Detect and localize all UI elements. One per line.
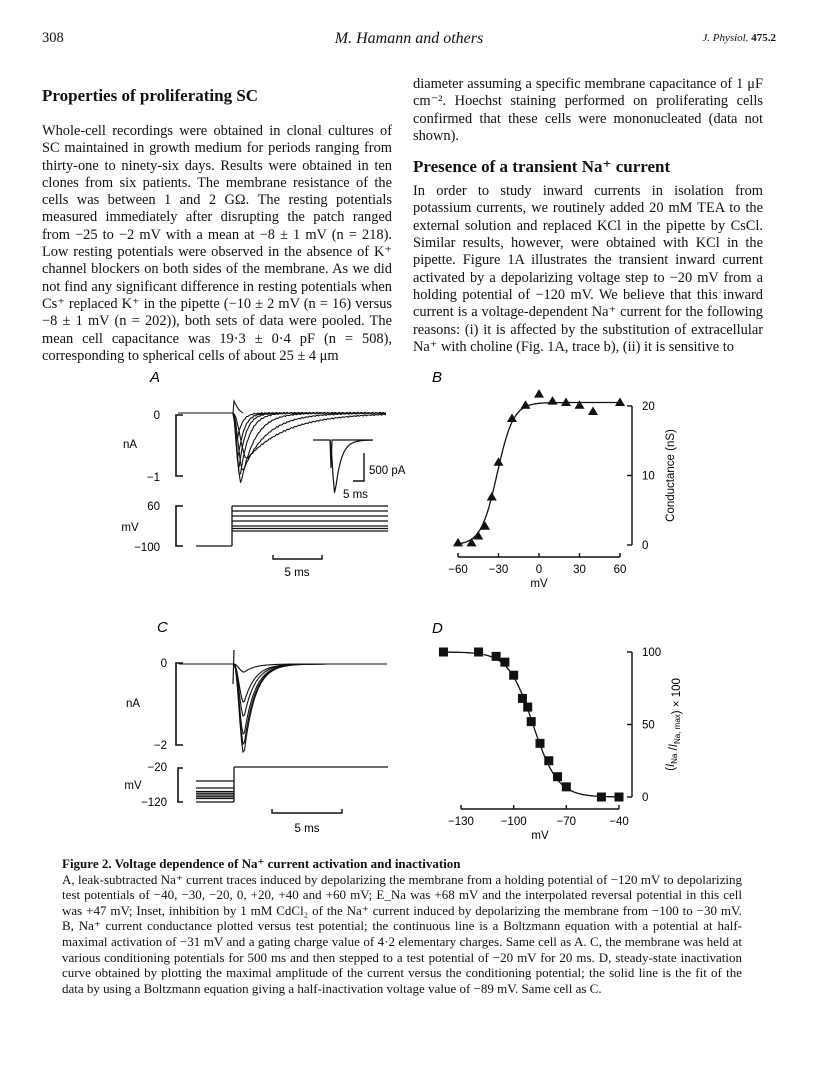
panel-b-x-tick-label: 60 <box>613 564 627 576</box>
caption-title: Figure 2. Voltage dependence of Na⁺ current activation and inactivation <box>62 856 461 871</box>
panel-a-inset <box>313 440 373 493</box>
panel-b-x-axis-label: mV <box>530 578 548 590</box>
right-column-continuation: diameter assuming a specific membrane capacitance of 1 μF cm⁻². Hoechst staining performed on proliferating cells confirmed that these cells were mononucleated (data not shown). <box>413 76 763 144</box>
running-title: M. Hamann and others <box>334 30 484 47</box>
panel-c-label: C <box>157 619 168 636</box>
panel-b-label: B <box>432 369 443 386</box>
panel-b-data-point <box>561 398 571 407</box>
panel-b-data-point <box>487 492 497 501</box>
panel-a-inset-time-scale: 5 ms <box>343 489 368 501</box>
panel-a-voltage-steps <box>196 506 388 546</box>
panel-d-y-axis-label-part: I <box>668 744 680 748</box>
panel-b-chart <box>448 389 677 590</box>
panel-c-current-trace <box>179 664 387 752</box>
panel-b-y-tick-label: 0 <box>642 540 649 552</box>
panel-d-x-tick-label: −130 <box>448 816 474 828</box>
panel-a-current-tick-0: 0 <box>153 410 160 422</box>
panel-b-data-point <box>480 521 490 530</box>
panel-d-data-point <box>500 658 509 667</box>
panel-c-time-scale-bar <box>272 809 342 813</box>
panel-d-y-tick-label: 0 <box>642 792 649 804</box>
panel-b-data-point <box>575 400 585 409</box>
panel-c <box>124 619 388 835</box>
panel-a-time-scale: 5 ms <box>284 567 310 579</box>
panel-a-inset-control-trace <box>330 440 372 493</box>
panel-a-inset-current-scale: 500 pA <box>369 465 406 477</box>
panel-b-y-tick-label: 20 <box>642 401 655 413</box>
panel-a-capacitive-artifact <box>233 401 243 413</box>
panel-a-current-trace <box>178 412 386 473</box>
panel-a-voltage-tick-minus100: −100 <box>134 542 160 554</box>
panel-b-data-point <box>494 457 504 466</box>
panel-d-y-axis-label-part: I <box>665 763 677 768</box>
panel-a-current-trace <box>178 412 386 458</box>
panel-c-voltage-steps <box>196 767 388 802</box>
panel-a-voltage-scale-bracket <box>176 506 183 546</box>
page-number: 308 <box>42 30 64 46</box>
panel-b-x-tick-label: 30 <box>573 564 586 576</box>
panel-d-data-point <box>509 671 518 680</box>
right-column <box>413 76 763 356</box>
journal-name: J. Physiol. <box>702 32 749 44</box>
section-heading-proliferating-sc: Properties of proliferating SC <box>42 86 259 105</box>
panel-a-voltage-unit: mV <box>121 522 139 534</box>
panel-c-current-trace <box>179 664 387 702</box>
figure-caption <box>62 856 742 996</box>
panel-c-current-tick-minus2: −2 <box>153 740 167 752</box>
panel-a-current-trace <box>178 412 386 482</box>
panel-c-current-trace <box>179 664 387 716</box>
panel-d-fit-curve <box>443 652 619 797</box>
left-column <box>42 76 392 365</box>
panel-a-voltage-tick-60: 60 <box>147 501 160 513</box>
panel-d-y-axis-label-part: Na <box>670 753 679 764</box>
caption-body: A, leak-subtracted Na⁺ current traces induced by depolarizing the membrane from a holding potential of −120 mV to depolarizing test potentials of −40, −30, −20, 0, +20, +40 and +60 mV; E_Na was +68 mV and the interpolated reversal potential in this cell was +47 mV; Inset, inhibition by 1 mM CdCl₂ of the Na⁺ current induced by depolarizing the membrane from −100 to −30 mV. B, Na⁺ current conductance plotted versus test potential; the continuous line is a Boltzmann equation with a potential at half-maximal activation of −31 mV and a gating charge value of 4·2 elementary charges. Same cell as A. C, the membrane was held at various conditioning potentials for 500 ms and then stepped to a test potential of −20 mV for 20 ms. D, steady-state inactivation curve obtained by plotting the maximal amplitude of the current versus the conditioning potential; the solid line is the fit of the data by using a Boltzmann equation giving a half-inactivation voltage value of −89 mV. Same cell as C. <box>62 871 742 996</box>
panel-d-x-tick-label: −70 <box>556 816 577 828</box>
left-column-body: Whole-cell recordings were obtained in clonal cultures of SC maintained in growth medium for periods ranging from thirty-one to ninety-six days. Results were obtained in ten clones from six patients. The membrane resistance of the cells was between 1 and 2 GΩ. The resting potentials measured immediately after disrupting the patch ranged from −25 to −2 mV with a mean at −8 ± 1 mV (n = 218). Low resting potentials were observed in the absence of K⁺ channel blockers on both sides of the membrane. As we did not find any significant difference in resting potentials when Cs⁺ replaced K⁺ in the pipette (−10 ± 2 mV (n = 16) versus −8 ± 1 mV (n = 202)), both sets of data were pooled. The mean cell capacitance was 19·3 ± 0·4 pF (n = 508), corresponding to spherical cells of about 25 ± 4 μm <box>42 123 392 364</box>
panel-d-chart <box>439 647 683 842</box>
panel-b-data-point <box>534 389 544 398</box>
panel-d-x-axis-label: mV <box>531 830 549 842</box>
panel-c-current-scale-bracket <box>176 663 183 745</box>
panel-d-y-axis-label <box>665 678 683 771</box>
panel-b-fit-curve <box>458 403 620 544</box>
panel-b-data-point <box>548 396 558 405</box>
panel-c-voltage-scale-bracket <box>178 768 183 802</box>
panel-a-time-scale-bar <box>273 555 322 559</box>
panel-d-label: D <box>432 620 443 637</box>
panel-a-current-traces <box>178 401 386 483</box>
panel-d-data-point <box>615 793 624 802</box>
panel-a-current-trace <box>178 413 386 470</box>
panel-b-data-point <box>473 531 483 540</box>
panel-b-data-point <box>521 400 531 409</box>
panel-b-y-axis-label: Conductance (nS) <box>665 429 677 522</box>
panel-c-current-trace <box>179 664 387 672</box>
panel-d-data-point <box>544 756 553 765</box>
panel-b-y-tick-label: 10 <box>642 470 655 483</box>
panel-c-capacitive-artifact <box>233 650 234 684</box>
panel-d-data-point <box>527 717 536 726</box>
panel-a-inset-cd-trace <box>313 440 373 468</box>
panel-d-data-point <box>474 648 483 657</box>
panel-b-data-point <box>615 398 625 407</box>
panel-c-current-trace <box>179 664 387 744</box>
panel-a-label: A <box>150 369 161 386</box>
panel-a-current-scale-bracket <box>176 415 183 476</box>
panel-b-data-point <box>453 538 463 547</box>
panel-b-x-tick-label: −30 <box>488 564 509 576</box>
panel-d <box>432 620 683 842</box>
panel-c-voltage-unit: mV <box>124 780 142 792</box>
panel-c-current-tick-0: 0 <box>160 658 167 670</box>
journal-volume: 475.2 <box>751 32 776 44</box>
panel-b-x-tick-label: −60 <box>448 564 468 576</box>
panel-c-voltage-tick-minus120: −120 <box>141 797 167 809</box>
panel-c-current-unit: nA <box>125 698 141 710</box>
panel-d-data-point <box>536 739 545 748</box>
panel-d-y-tick-label: 100 <box>642 647 662 659</box>
right-column-body: In order to study inward currents in isolation from potassium currents, we routinely added 20 mM TEA to the external solution and replaced KCl in the pipette by CsCl. Similar results, however, were obtained with KCl in the pipette. Figure 1A illustrates the transient inward current activated by a depolarizing voltage step to −20 mV from a holding potential of −120 mV. We believe that this inward current is a voltage-dependent Na⁺ current for the following reasons: (i) it is affected by the substitution of extracellular Na⁺ with choline (Fig. 1A, trace b), (ii) it is sensitive to <box>413 183 763 355</box>
panel-b-data-point <box>467 538 477 547</box>
panel-a-current-tick-minus1: −1 <box>146 472 160 484</box>
panel-d-y-axis-label-part: / <box>668 747 680 754</box>
panel-c-time-scale: 5 ms <box>294 823 320 835</box>
panel-d-data-point <box>553 772 562 781</box>
panel-a-current-trace <box>178 413 386 458</box>
panel-a-current-trace <box>178 412 386 438</box>
panel-d-y-axis-label-part: Na, max <box>673 714 682 745</box>
panel-b <box>432 369 677 590</box>
journal-reference <box>702 32 776 44</box>
panel-d-data-point <box>439 648 448 657</box>
panel-d-x-tick-label: −100 <box>500 816 527 828</box>
panel-d-y-tick-label: 50 <box>642 719 655 732</box>
panel-d-data-point <box>597 793 606 802</box>
panel-d-data-point <box>523 703 532 712</box>
panel-b-data-point <box>588 407 598 416</box>
panel-c-voltage-tick-minus20: −20 <box>147 762 167 774</box>
panel-b-x-tick-label: 0 <box>535 564 543 576</box>
panel-d-data-point <box>562 782 571 791</box>
panel-a-current-unit: nA <box>122 439 138 451</box>
panel-a-current-trace <box>178 412 386 467</box>
panel-d-data-point <box>518 694 527 703</box>
running-head <box>42 30 776 50</box>
panel-b-data-point <box>507 414 517 423</box>
panel-c-current-trace <box>179 664 387 734</box>
section-heading-transient-na-current: Presence of a transient Na⁺ current <box>413 157 671 177</box>
panel-a <box>121 369 405 579</box>
panel-d-data-point <box>492 652 501 661</box>
panel-d-y-axis-label-part: ) × 100 <box>671 678 683 715</box>
panel-c-current-traces <box>179 650 387 752</box>
panel-d-y-axis-label-part: ( <box>665 767 677 771</box>
panel-d-x-tick-label: −40 <box>609 816 629 828</box>
panel-a-inset-scale-bar <box>353 453 364 481</box>
